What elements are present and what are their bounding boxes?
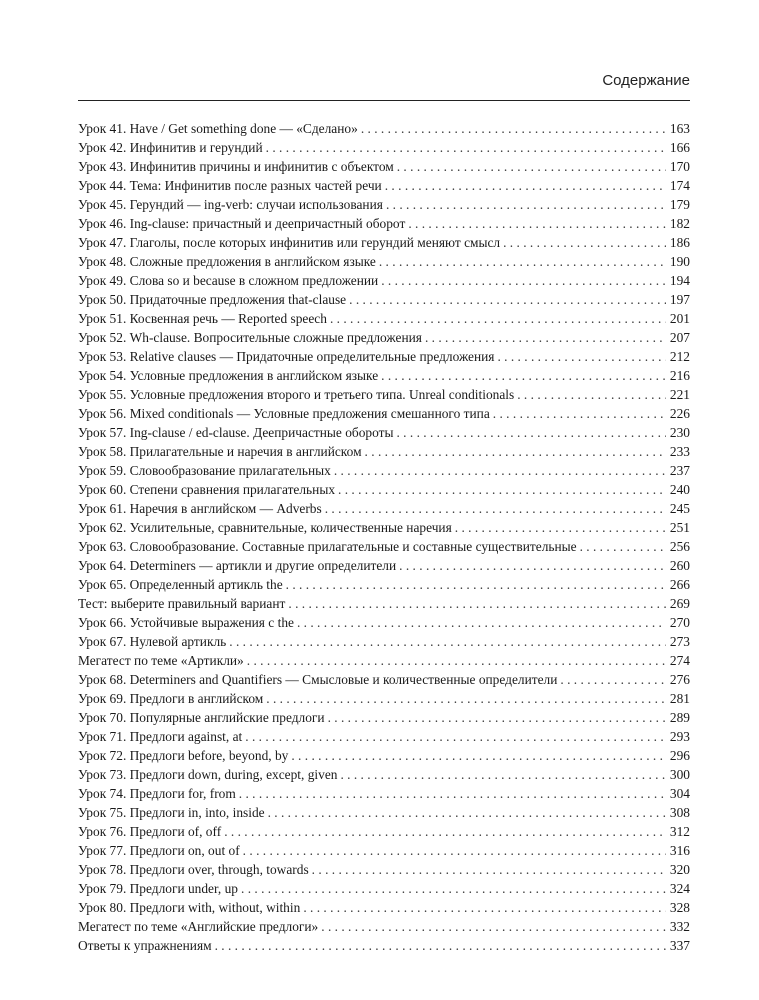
toc-entry: [78, 746, 690, 765]
toc-entry: [78, 480, 690, 499]
dot-leader: [327, 309, 666, 328]
toc-entry-page: 316: [669, 843, 690, 858]
dot-leader: [288, 746, 666, 765]
toc-entry-page: 163: [669, 121, 690, 136]
dot-leader: [393, 423, 666, 442]
toc-entry-page: 186: [669, 235, 690, 250]
toc-entry: [78, 708, 690, 727]
dot-leader: [242, 727, 666, 746]
toc-entry-title: Урок 63. Словообразование. Составные прилагательные и составные существительные: [78, 539, 577, 554]
toc-entry: [78, 423, 690, 442]
toc-entry-page: 201: [669, 311, 690, 326]
toc-entry: [78, 879, 690, 898]
toc-entry-title: Урок 79. Предлоги under, up: [78, 881, 238, 896]
dot-leader: [285, 594, 666, 613]
dot-leader: [382, 176, 666, 195]
toc-entry-page: 320: [669, 862, 690, 877]
toc-entry: [78, 271, 690, 290]
toc-entry: [78, 936, 690, 955]
toc-entry-title: Урок 47. Глаголы, после которых инфинитив или герундий меняют смысл: [78, 235, 501, 250]
toc-entry-page: 182: [669, 216, 690, 231]
toc-entry-title: Мегатест по теме «Английские предлоги»: [78, 919, 319, 934]
dot-leader: [494, 347, 666, 366]
toc-entry-page: 312: [669, 824, 690, 839]
toc-entry: [78, 727, 690, 746]
header-rule: [78, 100, 690, 101]
toc-entry-page: 212: [669, 349, 690, 364]
toc-entry-title: Урок 76. Предлоги of, off: [78, 824, 222, 839]
dot-leader: [376, 252, 666, 271]
toc-entry-title: Урок 69. Предлоги в английском: [78, 691, 264, 706]
toc-entry: [78, 575, 690, 594]
toc-entry: [78, 537, 690, 556]
toc-entry-title: Урок 44. Тема: Инфинитив после разных частей речи: [78, 178, 382, 193]
toc-entry-title: Урок 71. Предлоги against, at: [78, 729, 243, 744]
toc-entry-title: Урок 50. Придаточные предложения that-clause: [78, 292, 347, 307]
toc-entry-page: 216: [669, 368, 690, 383]
toc-entry-page: 281: [669, 691, 690, 706]
toc-entry-page: 260: [669, 558, 690, 573]
toc-entry-page: 273: [669, 634, 690, 649]
toc-entry-title: Урок 72. Предлоги before, beyond, by: [78, 748, 289, 763]
toc-entry: [78, 157, 690, 176]
dot-leader: [337, 765, 666, 784]
dot-leader: [452, 518, 666, 537]
dot-leader: [422, 328, 666, 347]
toc-entry: [78, 651, 690, 670]
toc-entry: [78, 442, 690, 461]
toc-entry-page: 240: [669, 482, 690, 497]
toc-entry-title: Урок 49. Слова so и because в сложном предложении: [78, 273, 379, 288]
toc-entry: [78, 784, 690, 803]
dot-leader: [300, 898, 666, 917]
toc-entry-title: Урок 65. Определенный артикль the: [78, 577, 283, 592]
toc-entry-title: Урок 60. Степени сравнения прилагательных: [78, 482, 336, 497]
toc-entry-title: Тест: выберите правильный вариант: [78, 596, 286, 611]
dot-leader: [362, 442, 666, 461]
toc-entry-title: Урок 68. Determiners and Quantifiers — Смысловые и количественные определители: [78, 672, 558, 687]
dot-leader: [490, 404, 666, 423]
toc-entry: [78, 252, 690, 271]
dot-leader: [557, 670, 666, 689]
toc-entry-page: 274: [669, 653, 690, 668]
toc-entry-title: Урок 42. Инфинитив и герундий: [78, 140, 263, 155]
toc-entry: [78, 613, 690, 632]
toc-entry: [78, 366, 690, 385]
toc-entry-title: Урок 74. Предлоги for, from: [78, 786, 236, 801]
toc-entry: [78, 594, 690, 613]
dot-leader: [221, 822, 666, 841]
toc-entry-page: 174: [669, 178, 690, 193]
toc-entry: [78, 347, 690, 366]
toc-entry-page: 256: [669, 539, 690, 554]
toc-entry-page: 179: [669, 197, 690, 212]
dot-leader: [378, 366, 666, 385]
toc-entry-title: Урок 70. Популярные английские предлоги: [78, 710, 325, 725]
toc-entry-title: Урок 45. Герундий — ing-verb: случаи использования: [78, 197, 383, 212]
toc-entry: [78, 404, 690, 423]
toc-entry-page: 270: [669, 615, 690, 630]
toc-entry: [78, 119, 690, 138]
toc-entry: [78, 176, 690, 195]
dot-leader: [263, 689, 666, 708]
toc-entry-title: Урок 53. Relative clauses — Придаточные определительные предложения: [78, 349, 495, 364]
toc-entry: [78, 841, 690, 860]
table-of-contents: [78, 119, 690, 955]
toc-entry-page: 276: [669, 672, 690, 687]
dot-leader: [318, 917, 666, 936]
toc-entry-page: 190: [669, 254, 690, 269]
toc-entry-title: Урок 67. Нулевой артикль: [78, 634, 227, 649]
toc-entry: [78, 917, 690, 936]
toc-entry: [78, 803, 690, 822]
dot-leader: [577, 537, 666, 556]
toc-entry: [78, 499, 690, 518]
toc-entry-title: Урок 46. Ing-clause: причастный и деепричастный оборот: [78, 216, 406, 231]
toc-entry-title: Урок 56. Mixed conditionals — Условные предложения смешанного типа: [78, 406, 490, 421]
toc-entry-page: 304: [669, 786, 690, 801]
dot-leader: [263, 138, 666, 157]
toc-entry-page: 308: [669, 805, 690, 820]
toc-entry: [78, 138, 690, 157]
toc-entry-title: Урок 54. Условные предложения в английском языке: [78, 368, 379, 383]
toc-entry-page: 296: [669, 748, 690, 763]
dot-leader: [358, 119, 666, 138]
toc-entry-page: 332: [669, 919, 690, 934]
dot-leader: [240, 841, 666, 860]
toc-entry-title: Урок 58. Прилагательные и наречия в английском: [78, 444, 362, 459]
toc-entry-page: 233: [669, 444, 690, 459]
toc-entry-title: Урок 59. Словообразование прилагательных: [78, 463, 331, 478]
toc-entry: [78, 214, 690, 233]
toc-entry-title: Урок 75. Предлоги in, into, inside: [78, 805, 265, 820]
dot-leader: [346, 290, 666, 309]
toc-entry-page: 194: [669, 273, 690, 288]
dot-leader: [335, 480, 666, 499]
toc-entry-title: Урок 77. Предлоги on, out of: [78, 843, 240, 858]
dot-leader: [405, 214, 666, 233]
toc-entry-page: 324: [669, 881, 690, 896]
dot-leader: [294, 613, 666, 632]
toc-entry-title: Урок 73. Предлоги down, during, except, given: [78, 767, 338, 782]
toc-entry-page: 245: [669, 501, 690, 516]
toc-entry-page: 300: [669, 767, 690, 782]
running-header: Содержание: [602, 72, 690, 89]
dot-leader: [331, 461, 666, 480]
dot-leader: [309, 860, 666, 879]
dot-leader: [514, 385, 666, 404]
dot-leader: [283, 575, 666, 594]
toc-entry-page: 166: [669, 140, 690, 155]
toc-entry-title: Ответы к упражнениям: [78, 938, 212, 953]
toc-entry-page: 289: [669, 710, 690, 725]
toc-entry-title: Урок 61. Наречия в английском — Adverbs: [78, 501, 322, 516]
dot-leader: [378, 271, 666, 290]
toc-entry-page: 221: [669, 387, 690, 402]
toc-entry: [78, 556, 690, 575]
toc-entry: [78, 195, 690, 214]
toc-entry: [78, 518, 690, 537]
toc-entry-title: Урок 64. Determiners — артикли и другие определители: [78, 558, 397, 573]
dot-leader: [394, 157, 666, 176]
toc-entry-page: 269: [669, 596, 690, 611]
toc-entry: [78, 689, 690, 708]
toc-entry: [78, 233, 690, 252]
dot-leader: [226, 632, 666, 651]
toc-entry: [78, 898, 690, 917]
dot-leader: [383, 195, 666, 214]
toc-entry-page: 251: [669, 520, 690, 535]
toc-entry-title: Урок 43. Инфинитив причины и инфинитив с объектом: [78, 159, 394, 174]
dot-leader: [244, 651, 666, 670]
toc-entry: [78, 290, 690, 309]
toc-entry-title: Урок 52. Wh-clause. Вопросительные сложные предложения: [78, 330, 422, 345]
dot-leader: [238, 879, 666, 898]
toc-entry-title: Урок 80. Предлоги with, without, within: [78, 900, 301, 915]
toc-entry-title: Урок 51. Косвенная речь — Reported speech: [78, 311, 327, 326]
toc-entry: [78, 309, 690, 328]
dot-leader: [322, 499, 666, 518]
toc-entry-page: 237: [669, 463, 690, 478]
toc-entry-title: Мегатест по теме «Артикли»: [78, 653, 244, 668]
toc-entry-page: 170: [669, 159, 690, 174]
toc-entry-title: Урок 78. Предлоги over, through, towards: [78, 862, 309, 877]
dot-leader: [325, 708, 666, 727]
toc-entry-title: Урок 41. Have / Get something done — «Сделано»: [78, 121, 358, 136]
toc-entry: [78, 670, 690, 689]
toc-entry-page: 207: [669, 330, 690, 345]
toc-entry: [78, 328, 690, 347]
toc-entry-page: 226: [669, 406, 690, 421]
toc-entry-page: 266: [669, 577, 690, 592]
toc-entry-page: 230: [669, 425, 690, 440]
dot-leader: [236, 784, 666, 803]
toc-entry: [78, 385, 690, 404]
toc-entry-title: Урок 62. Усилительные, сравнительные, количественные наречия: [78, 520, 452, 535]
toc-entry-page: 337: [669, 938, 690, 953]
toc-entry-page: 197: [669, 292, 690, 307]
toc-entry-title: Урок 66. Устойчивые выражения с the: [78, 615, 294, 630]
toc-entry-title: Урок 57. Ing-clause / ed-clause. Деепричастные обороты: [78, 425, 394, 440]
toc-entry: [78, 632, 690, 651]
dot-leader: [265, 803, 666, 822]
toc-entry-page: 328: [669, 900, 690, 915]
dot-leader: [396, 556, 666, 575]
toc-entry: [78, 860, 690, 879]
toc-entry-title: Урок 48. Сложные предложения в английском языке: [78, 254, 376, 269]
toc-entry: [78, 461, 690, 480]
dot-leader: [500, 233, 666, 252]
toc-entry-title: Урок 55. Условные предложения второго и третьего типа. Unreal conditionals: [78, 387, 515, 402]
toc-entry-page: 293: [669, 729, 690, 744]
dot-leader: [212, 936, 666, 955]
toc-entry: [78, 822, 690, 841]
toc-entry: [78, 765, 690, 784]
